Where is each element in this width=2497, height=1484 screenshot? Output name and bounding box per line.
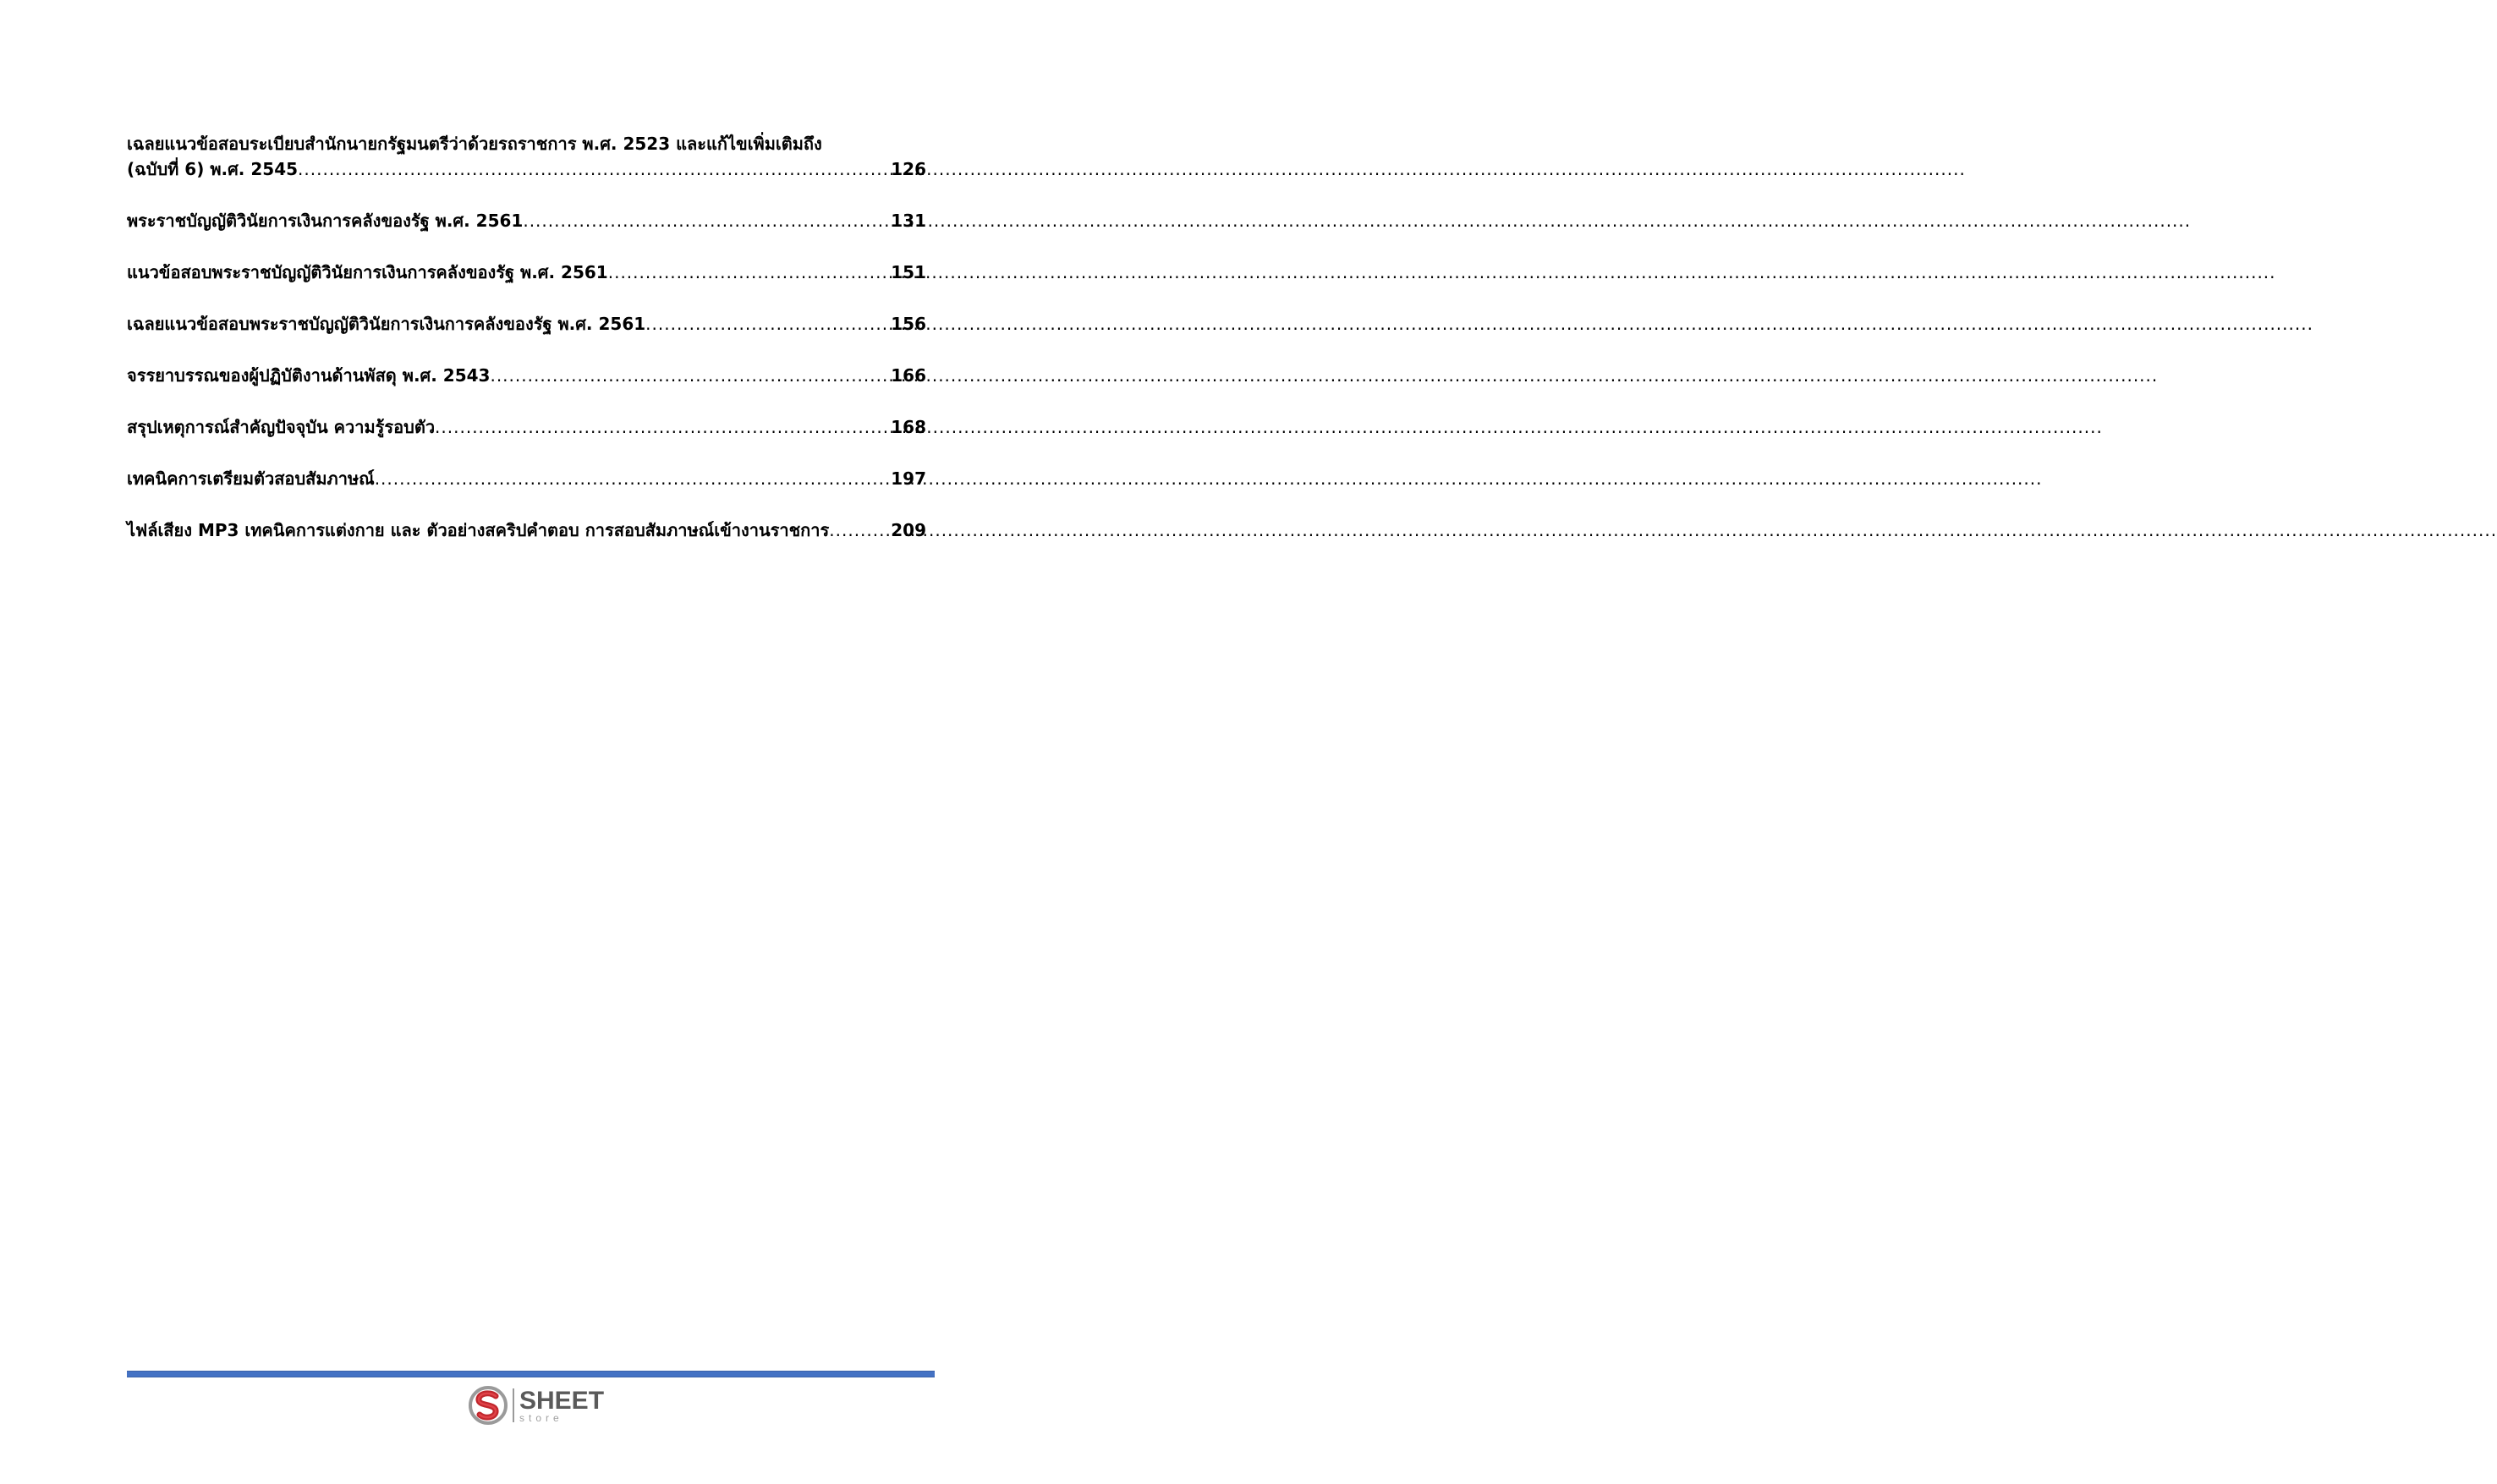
dot-leader bbox=[298, 156, 887, 182]
table-of-contents bbox=[127, 131, 926, 569]
toc-page-number: 209 bbox=[891, 520, 926, 540]
toc-entry[interactable] bbox=[127, 466, 926, 491]
dot-leader bbox=[645, 311, 887, 337]
toc-entry-line bbox=[127, 208, 926, 233]
toc-entry-line bbox=[127, 517, 926, 543]
logo-separator bbox=[513, 1388, 514, 1422]
logo-text bbox=[519, 1388, 604, 1423]
dot-leader bbox=[375, 466, 888, 491]
logo-word: SHEET bbox=[519, 1386, 605, 1415]
toc-entry[interactable] bbox=[127, 414, 926, 440]
toc-entry-line bbox=[127, 311, 926, 337]
dot-leader bbox=[523, 208, 887, 233]
toc-entry[interactable] bbox=[127, 311, 926, 337]
toc-entry-title: เทคนิคการเตรียมตัวสอบสัมภาษณ์ bbox=[127, 468, 375, 489]
toc-entry-line bbox=[127, 156, 926, 182]
toc-entry[interactable] bbox=[127, 131, 926, 182]
toc-entry-title: สรุปเหตุการณ์สำคัญปัจจุบัน ความรู้รอบตัว bbox=[127, 417, 436, 437]
toc-page-number: 126 bbox=[891, 159, 926, 179]
toc-entry[interactable] bbox=[127, 208, 926, 233]
sheet-store-logo bbox=[467, 1383, 604, 1427]
toc-entry-line bbox=[127, 363, 926, 388]
toc-entry-title: จรรยาบรรณของผู้ปฏิบัติงานด้านพัสดุ พ.ศ. 2543 bbox=[127, 365, 491, 386]
toc-entry[interactable] bbox=[127, 260, 926, 285]
toc-page-number: 166 bbox=[891, 365, 926, 386]
toc-entry-title: พระราชบัญญัติวินัยการเงินการคลังของรัฐ พ.ศ. 2561 bbox=[127, 211, 524, 231]
toc-page-number: 197 bbox=[891, 468, 926, 489]
logo-subword: store bbox=[519, 1411, 563, 1424]
toc-page-number: 156 bbox=[891, 314, 926, 334]
toc-entry-title: แนวข้อสอบพระราชบัญญัติวินัยการเงินการคลังของรัฐ พ.ศ. 2561 bbox=[127, 262, 608, 282]
toc-entry-title: ไฟล์เสียง MP3 เทคนิคการแต่งกาย และ ตัวอย่างสคริปคำตอบ การสอบสัมภาษณ์เข้างานราชการ bbox=[127, 520, 830, 540]
toc-entry[interactable] bbox=[127, 363, 926, 388]
dot-leader bbox=[435, 414, 887, 440]
footer-divider bbox=[127, 1371, 935, 1377]
toc-entry-title: เฉลยแนวข้อสอบระเบียบสำนักนายกรัฐมนตรีว่าด้วยรถราชการ พ.ศ. 2523 และแก้ไขเพิ่มเติมถึง bbox=[127, 134, 822, 154]
toc-entry-title: เฉลยแนวข้อสอบพระราชบัญญัติวินัยการเงินการคลังของรัฐ พ.ศ. 2561 bbox=[127, 314, 646, 334]
toc-entry[interactable] bbox=[127, 517, 926, 543]
toc-entry-line bbox=[127, 414, 926, 440]
sheet-store-logo-icon bbox=[467, 1384, 509, 1427]
toc-entry-line bbox=[127, 260, 926, 285]
dot-leader bbox=[490, 363, 887, 388]
toc-entry-title-line-1 bbox=[127, 131, 926, 156]
toc-entry-title: (ฉบับที่ 6) พ.ศ. 2545 bbox=[127, 159, 299, 179]
toc-page-number: 151 bbox=[891, 262, 926, 282]
toc-page-number: 131 bbox=[891, 211, 926, 231]
dot-leader bbox=[608, 260, 888, 285]
toc-entry-line bbox=[127, 466, 926, 491]
toc-page-number: 168 bbox=[891, 417, 926, 437]
dot-leader bbox=[829, 517, 887, 543]
